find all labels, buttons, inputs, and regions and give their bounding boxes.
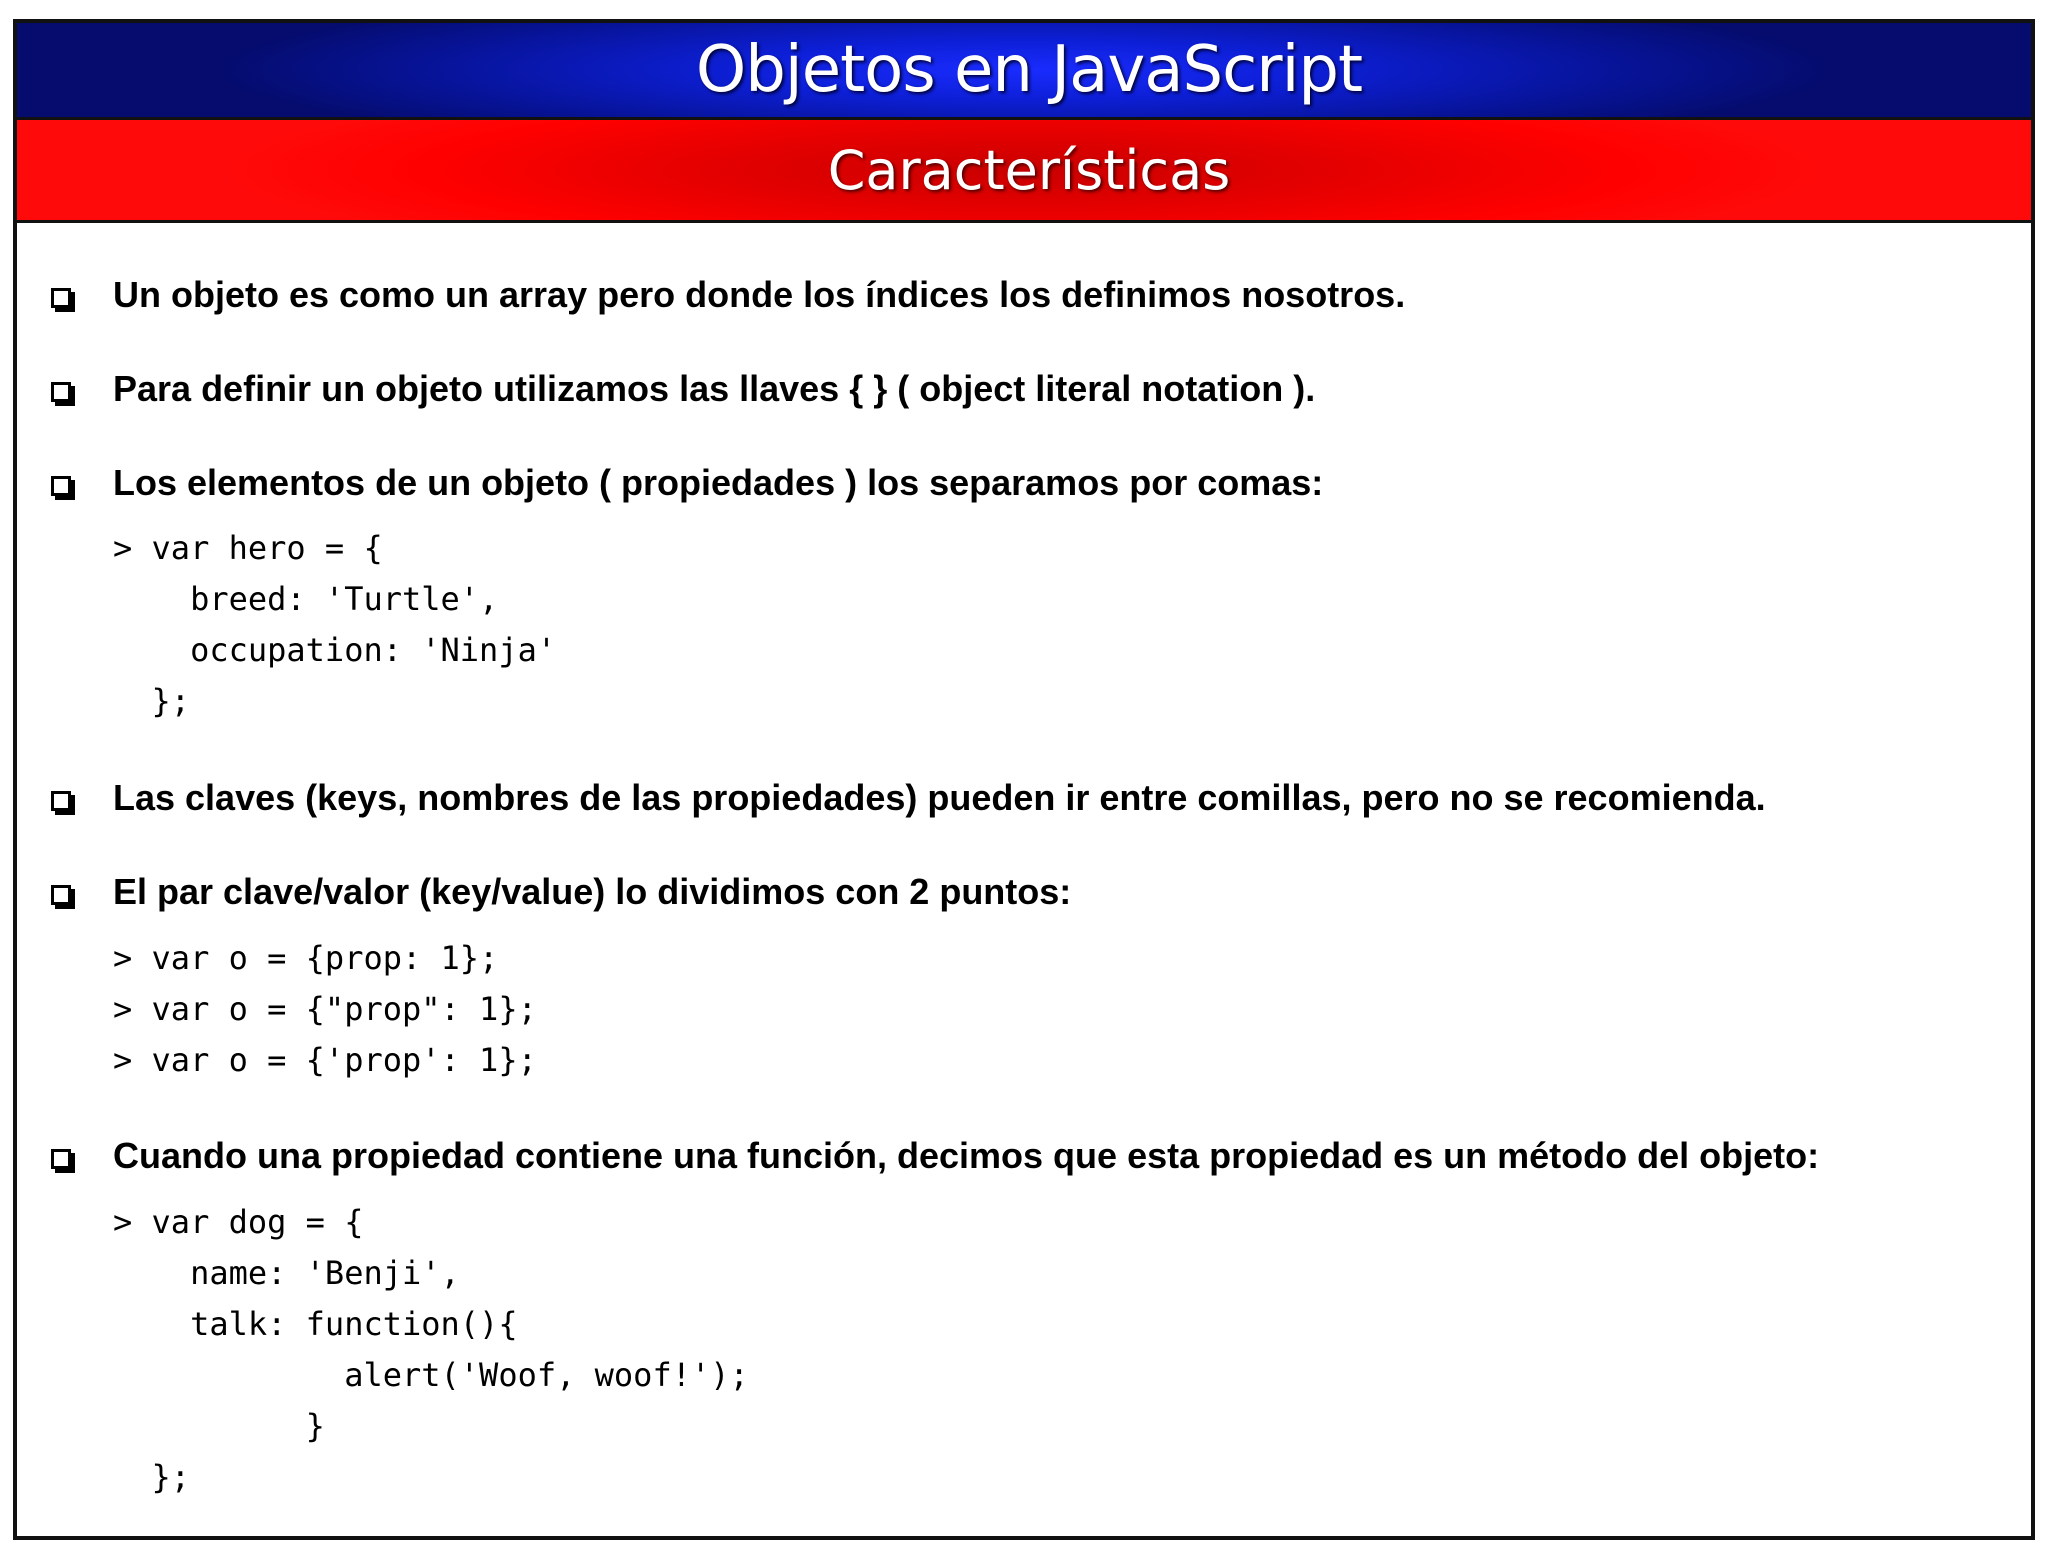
bullet-text: El par clave/valor (key/value) lo dividimos con 2 puntos: (113, 871, 1072, 912)
code-block-prop: > var o = {prop: 1}; > var o = {"prop": 1}; > var o = {'prop': 1}; (113, 939, 537, 1079)
subtitle-bar (17, 120, 2031, 223)
checkbox-icon (51, 1149, 71, 1169)
title-bar (17, 23, 2031, 120)
bullet-item (37, 456, 2017, 516)
page-title: Objetos en JavaScript (695, 33, 1363, 107)
bullet-text: Los elementos de un objeto ( propiedades ) los separamos por comas: (113, 462, 1324, 503)
checkbox-icon (51, 476, 71, 496)
code-block-dog: > var dog = { name: 'Benji', talk: function(){ alert('Woof, woof!'); } }; (113, 1203, 749, 1496)
checkbox-icon (51, 791, 71, 811)
bullet-item (37, 865, 2017, 925)
bullet-item (37, 1129, 2017, 1189)
checkbox-icon (51, 885, 71, 905)
bullet-text: Un objeto es como un array pero donde los índices los definimos nosotros. (113, 274, 1406, 315)
slide (13, 19, 2035, 1540)
checkbox-icon (51, 382, 71, 402)
page-subtitle: Características (827, 138, 1231, 202)
bullet-text: Cuando una propiedad contiene una función, decimos que esta propiedad es un método del objeto: (113, 1135, 1820, 1176)
bullet-text: Para definir un objeto utilizamos las llaves { } ( object literal notation ). (113, 368, 1316, 409)
code-block-hero: > var hero = { breed: 'Turtle', occupation: 'Ninja' }; (113, 529, 557, 720)
bullet-item (37, 268, 2017, 328)
bullet-item (37, 362, 2017, 422)
checkbox-icon (51, 288, 71, 308)
bullet-text: Las claves (keys, nombres de las propiedades) pueden ir entre comillas, pero no se recomienda. (113, 777, 1766, 818)
bullet-item (37, 771, 2017, 831)
